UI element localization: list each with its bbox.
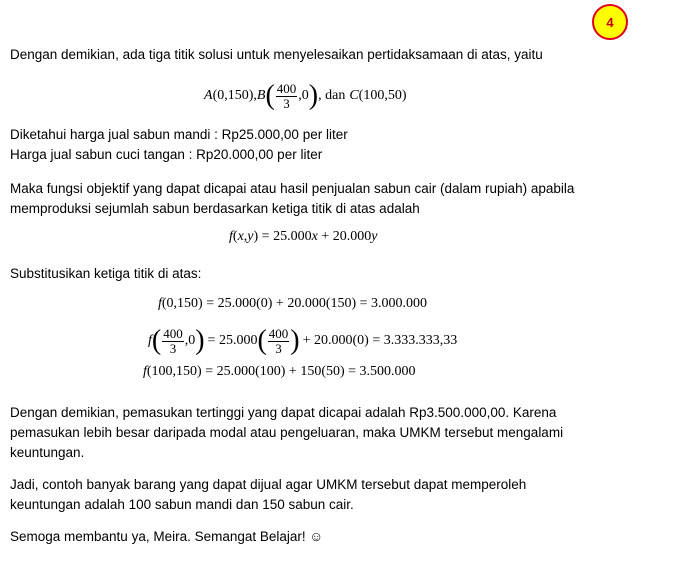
price-line-mandi: Diketahui harga jual sabun mandi : Rp25.000,00 per liter bbox=[10, 127, 348, 142]
fraction-400-over-3: $\frac{400}{3}$ bbox=[276, 80, 297, 111]
dan-connector: , dan bbox=[318, 88, 346, 103]
objective-intro: Maka fungsi objektif yang dapat dicapai atau hasil penjualan sabun cair (dalam rupiah) apabila memproduksi sejumlah sabun berdasarkan ketiga titik di atas adalah bbox=[10, 181, 575, 216]
solution-points-equation: A (0,150), B ( $\frac{400}{3}$ ,0 ) , dan C (100,50) bbox=[204, 80, 407, 111]
point-a-coords: (0,150), bbox=[212, 88, 257, 103]
point-c-label: C bbox=[349, 88, 359, 103]
objective-function: f(x,y) = 25.000x + 20.000y bbox=[229, 229, 378, 244]
intro-paragraph: Dengan demikian, ada tiga titik solusi untuk menyelesaikan pertidaksamaan di atas, yaitu bbox=[10, 47, 543, 62]
closing-message: Semoga membantu ya, Meira. Semangat Belajar! ☺ bbox=[10, 529, 324, 544]
point-b-label: B bbox=[256, 88, 266, 103]
point-c-coords: (100,50) bbox=[358, 88, 407, 103]
page-number-badge: 4 bbox=[592, 4, 628, 40]
substitution-row-a: f(0,150) = 25.000(0) + 20.000(150) = 3.000.000 bbox=[158, 296, 428, 311]
substitution-intro: Substitusikan ketiga titik di atas: bbox=[10, 266, 202, 281]
price-line-cuci: Harga jual sabun cuci tangan : Rp20.000,00 per liter bbox=[10, 147, 323, 162]
point-a-label: A bbox=[204, 88, 213, 103]
summary-paragraph: Jadi, contoh banyak barang yang dapat dijual agar UMKM tersebut dapat memperoleh keuntungan adalah 100 sabun mandi dan 150 sabun cair. bbox=[10, 477, 527, 512]
substitution-row-b: f ( $\frac{400}{3}$ ,0 ) = 25.000 ( $\frac{400}{3}$ ) + 20.000(0) = 3.333.333,33 bbox=[148, 325, 458, 356]
conclusion-paragraph: Dengan demikian, pemasukan tertinggi yang dapat dicapai adalah Rp3.500.000,00. Karena pemasukan lebih besar daripada modal atau pengeluaran, maka UMKM tersebut mengalami keuntungan. bbox=[10, 405, 564, 460]
price-info bbox=[10, 125, 670, 165]
substitution-row-c: f(100,150) = 25.000(100) + 150(50) = 3.500.000 bbox=[143, 364, 416, 379]
